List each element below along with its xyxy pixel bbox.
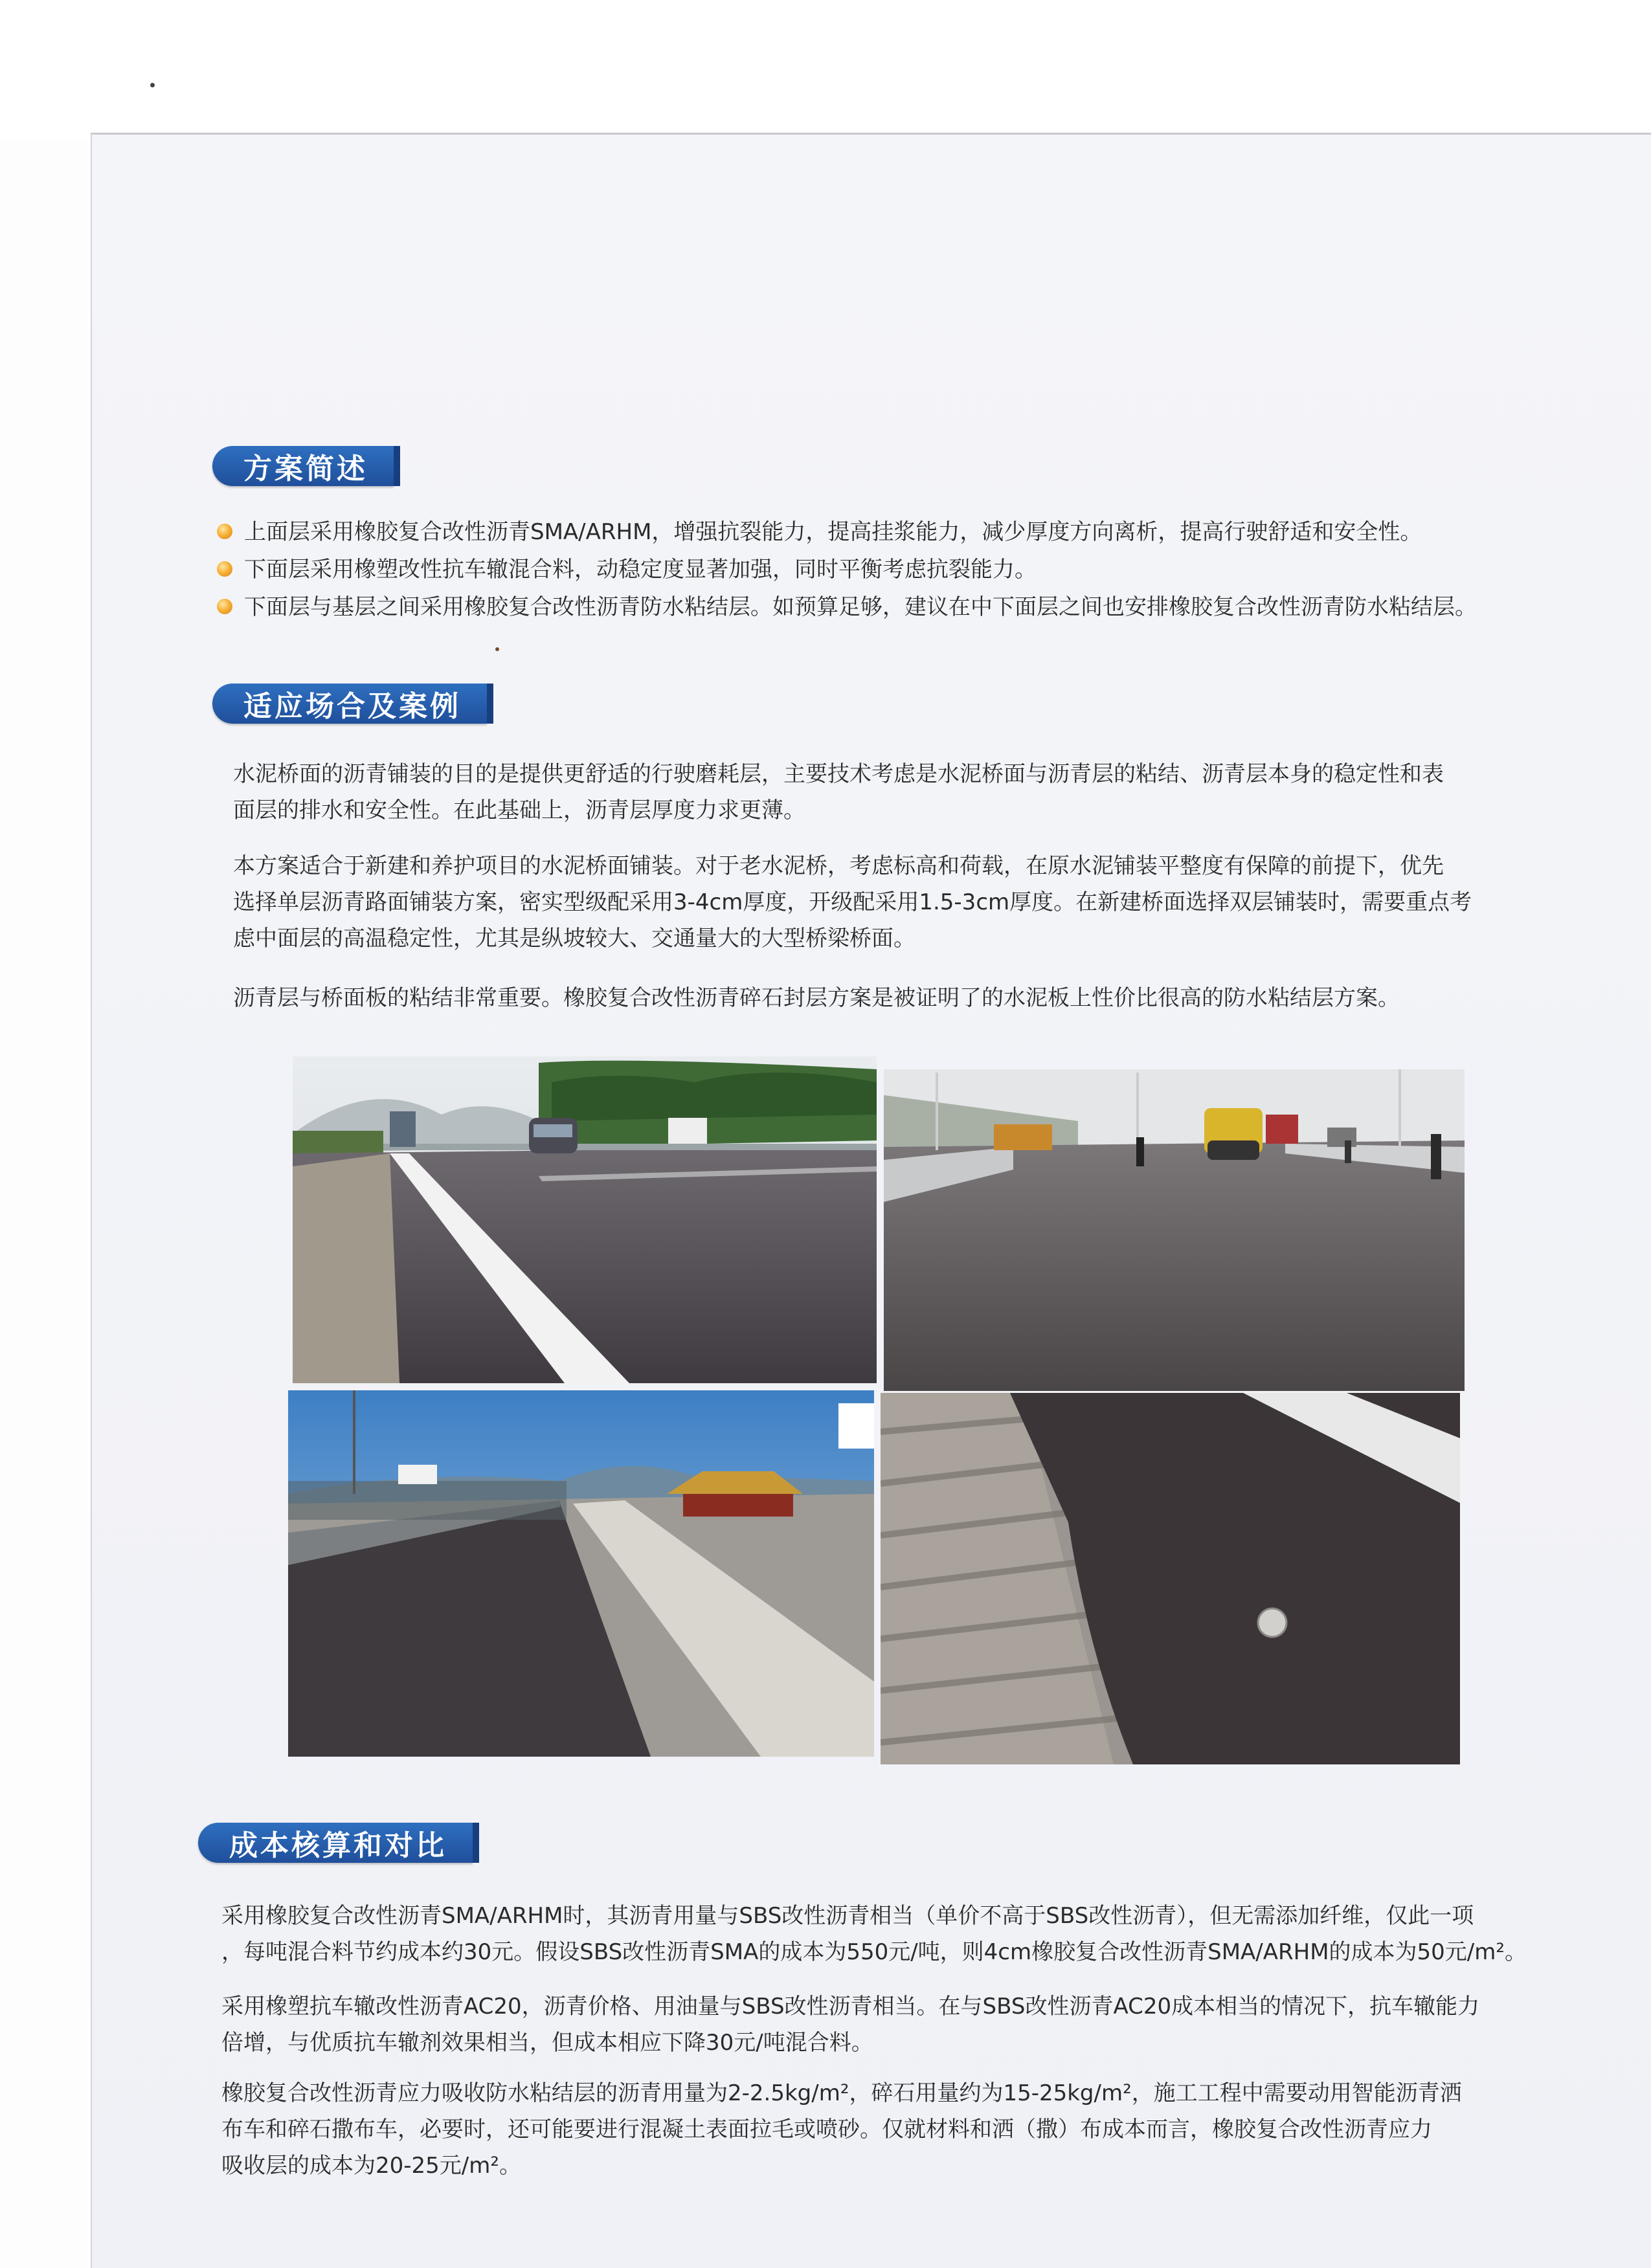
heading-tail [473, 1823, 479, 1863]
cost-paragraph: 采用橡胶复合改性沥青SMA/ARHM时，其沥青用量与SBS改性沥青相当（单价不高于SBS改性沥青），但无需添加纤维，仅此一项 ，每吨混合料节约成本约30元。假设SBS改性沥青SMA的成本为550元/吨，则4cm橡胶复合改性沥青SMA/ARHM的成本为50元/m²。 [221, 1903, 1527, 1965]
overview-bullet-text: 上面层采用橡胶复合改性沥青SMA/ARHM，增强抗裂能力，提高挂浆能力，减少厚度方向离析，提高行驶舒适和安全性。 [244, 519, 1422, 545]
bullet-dot-icon [217, 561, 232, 577]
overview-bullet-text: 下面层采用橡塑改性抗车辙混合料，动稳定度显著加强，同时平衡考虑抗裂能力。 [244, 557, 1037, 583]
applications-title: 适应场合及案例 [212, 684, 487, 724]
scan-margin [0, 0, 1651, 139]
overview-bullet [217, 588, 1477, 626]
overview-bullet [217, 551, 1477, 588]
overview-bullet [217, 513, 1477, 551]
surface-texture-closeup-photo [881, 1393, 1460, 1764]
scan-speck [150, 83, 155, 87]
overview-title: 方案简述 [212, 446, 394, 486]
bullet-dot-icon [217, 524, 232, 539]
cost-heading [198, 1823, 479, 1863]
overview-bullet-text: 下面层与基层之间采用橡胶复合改性沥青防水粘结层。如预算足够，建议在中下面层之间也安排橡胶复合改性沥青防水粘结层。 [244, 594, 1477, 620]
applications-paragraph: 沥青层与桥面板的粘结非常重要。橡胶复合改性沥青碎石封层方案是被证明了的水泥板上性价比很高的防水粘结层方案。 [233, 985, 1400, 1011]
bridge-paving-crew-photo [884, 1069, 1465, 1391]
bullet-dot-icon [217, 599, 232, 614]
heading-tail [487, 684, 493, 724]
overview-heading [212, 446, 400, 486]
overview-bullet-list [217, 513, 1477, 626]
heading-tail [394, 446, 400, 486]
applications-paragraph: 本方案适合于新建和养护项目的水泥桥面铺装。对于老水泥桥，考虑标高和荷载，在原水泥铺装平整度有保障的前提下，优先 选择单层沥青路面铺装方案，密实型级配采用3-4cm厚度，开级配采用1.5-3cm厚度。在新建桥面选择双层铺装时，需要重点考 虑中面层的高温稳定性，尤其是纵坡较大、交通量大的大型桥梁桥面。 [233, 853, 1472, 951]
applications-paragraph: 水泥桥面的沥青铺装的目的是提供更舒适的行驶磨耗层，主要技术考虑是水泥桥面与沥青层的粘结、沥青层本身的稳定性和表 面层的排水和安全性。在此基础上，沥青层厚度力求更薄。 [233, 761, 1444, 823]
highway-with-temple-photo [288, 1390, 874, 1757]
highway-with-traffic-photo [293, 1056, 877, 1383]
scan-speck [495, 647, 499, 651]
cost-title: 成本核算和对比 [198, 1823, 473, 1863]
cost-paragraph: 橡胶复合改性沥青应力吸收防水粘结层的沥青用量为2-2.5kg/m²，碎石用量约为15-25kg/m²，施工工程中需要动用智能沥青洒 布车和碎石撒布车，必要时，还可能要进行混凝土表面拉毛或喷砂。仅就材料和洒（撒）布成本而言，橡胶复合改性沥青应力 吸收层的成本为20-25元/m²。 [221, 2080, 1462, 2179]
applications-heading [212, 684, 493, 724]
cost-paragraph: 采用橡塑抗车辙改性沥青AC20，沥青价格、用油量与SBS改性沥青相当。在与SBS改性沥青AC20成本相当的情况下，抗车辙能力 倍增，与优质抗车辙剂效果相当，但成本相应下降30元/吨混合料。 [221, 1994, 1480, 2056]
